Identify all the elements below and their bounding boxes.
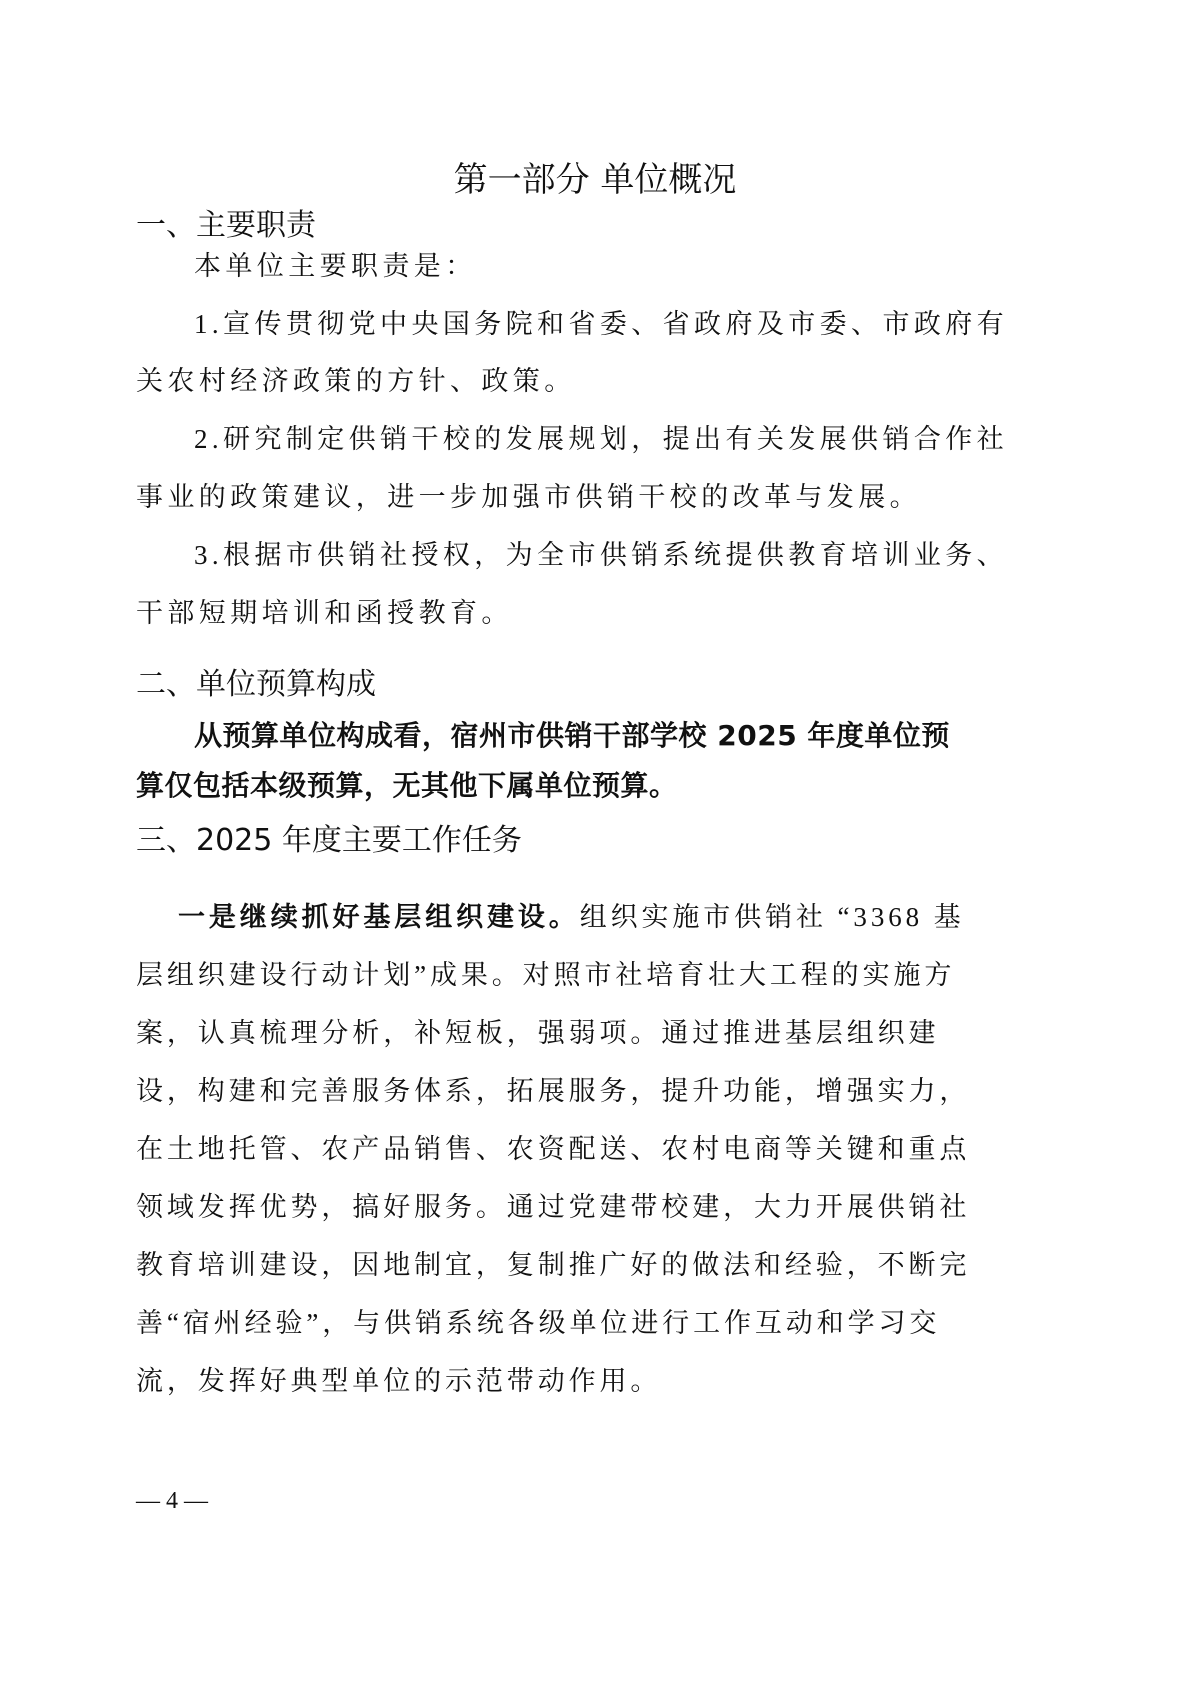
task-line-6: 领域发挥优势，搞好服务。通过党建带校建，大力开展供销社 (136, 1192, 971, 1222)
section-heading-tasks: 三、2025 年度主要工作任务 (136, 823, 522, 858)
budget-line-1: 从预算单位构成看，宿州市供销干部学校 2025 年度单位预 (194, 719, 950, 752)
task-line-4: 设，构建和完善服务体系，拓展服务，提升功能，增强实力， (136, 1076, 971, 1106)
task-lead: 一是继续抓好基层组织建设。 (178, 902, 580, 932)
duties-intro: 本单位主要职责是： (194, 251, 477, 281)
task-paragraph-first-line (178, 895, 965, 934)
task-line-1: 组织实施市供销社 “3368 基 (579, 902, 965, 932)
task-line-8: 善“宿州经验”，与供销系统各级单位进行工作互动和学习交 (136, 1308, 941, 1338)
task-line-7: 教育培训建设，因地制宜，复制推广好的做法和经验，不断完 (136, 1250, 971, 1280)
budget-line-2: 算仅包括本级预算，无其他下属单位预算。 (136, 769, 678, 802)
duty-line-5: 3.根据市供销社授权，为全市供销系统提供教育培训业务、 (194, 540, 1009, 570)
duty-line-6: 干部短期培训和函授教育。 (136, 598, 513, 628)
duty-line-3: 2.研究制定供销干校的发展规划，提出有关发展供销合作社 (194, 424, 1009, 454)
duty-line-1: 1.宣传贯彻党中央国务院和省委、省政府及市委、市政府有 (194, 309, 1009, 339)
duty-line-4: 事业的政策建议，进一步加强市供销干校的改革与发展。 (136, 482, 921, 512)
duty-line-2: 关农村经济政策的方针、政策。 (136, 366, 576, 396)
section-heading-duties: 一、主要职责 (136, 208, 316, 243)
page-number: — 4 — (136, 1488, 208, 1514)
task-line-3: 案，认真梳理分析，补短板，强弱项。通过推进基层组织建 (136, 1018, 940, 1048)
task-line-2: 层组织建设行动计划”成果。对照市社培育壮大工程的实施方 (136, 960, 956, 990)
task-line-5: 在土地托管、农产品销售、农资配送、农村电商等关键和重点 (136, 1134, 971, 1164)
page-title: 第一部分 单位概况 (453, 160, 737, 200)
task-line-9: 流，发挥好典型单位的示范带动作用。 (136, 1366, 662, 1396)
section-heading-budget: 二、单位预算构成 (136, 667, 376, 702)
